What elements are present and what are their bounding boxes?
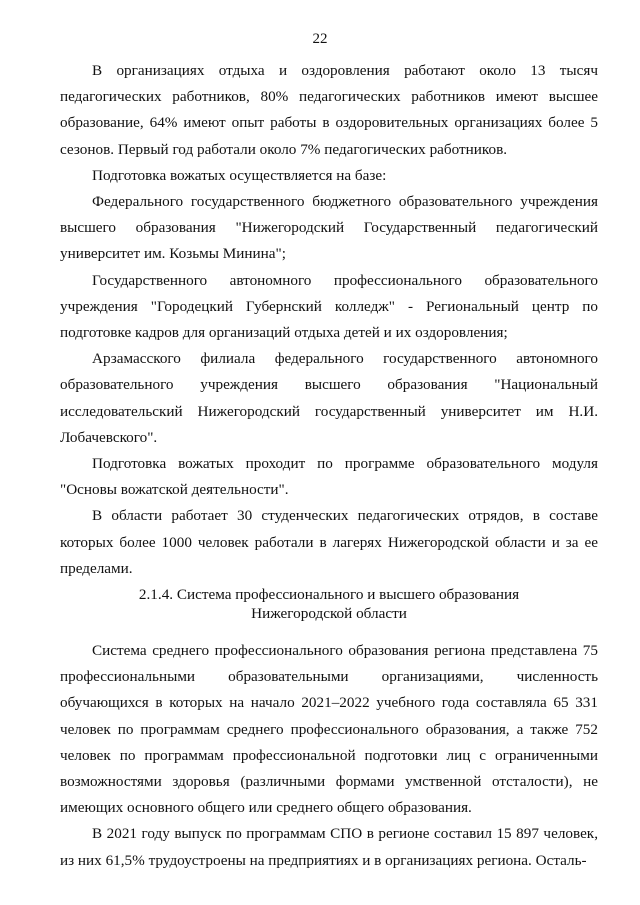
paragraph-gorodets-college: Государственного автономного профессионального образовательного учреждения "Городецкий Губернский колледж" - Региональный центр по подготовке кадров для организаций отдыха детей и их оздоровления;	[60, 271, 598, 342]
paragraph-minin-university: Федерального государственного бюджетного образовательного учреждения высшего образования "Нижегородский Государственный педагогический университет им. Козьмы Минина";	[60, 193, 598, 263]
section-heading-line-2: Нижегородской области	[251, 605, 407, 623]
page-number: 22	[312, 31, 328, 47]
section-heading-line-1: 2.1.4. Система профессионального и высшего образования	[138, 586, 520, 604]
paragraph-counselor-training-intro: Подготовка вожатых осуществляется на базе:	[92, 166, 387, 184]
paragraph-spo-system: Система среднего профессионального образования региона представлена 75 профессиональными образовательными организациями, численность обучающихся в которых на начало 2021–2022 учебного года составляла 65 331 человек по программам среднего профессионального образования, а также 752 человек по программам профессиональной подготовки лиц с ограниченными возможностями здоровья (различными формами умственной отсталости), не имеющих основного общего или среднего общего образования.	[60, 642, 598, 817]
paragraph-arzamas-branch: Арзамасского филиала федерального государственного автономного образовательного учреждения высшего образования "Национальный исследовательский Нижегородский государственный университет им Н.И. Лобачевского".	[60, 350, 598, 446]
paragraph-student-squads: В области работает 30 студенческих педагогических отрядов, в составе которых более 1000 человек работали в лагерях Нижегородской области и за ее пределами.	[60, 507, 598, 577]
document-body	[60, 58, 598, 874]
paragraph-training-module: Подготовка вожатых проходит по программе образовательного модуля "Основы вожатской деятельности".	[60, 455, 598, 499]
section-heading	[60, 582, 598, 638]
paragraph-teachers-stats: В организациях отдыха и оздоровления работают около 13 тысяч педагогических работников, 80% педагогических работников имеют высшее образование, 64% имеют опыт работы в оздоровительных организациях более 5 сезонов. Первый год работали около 7% педагогических работников.	[60, 62, 598, 158]
paragraph-spo-graduates: В 2021 году выпуск по программам СПО в регионе составил 15 897 человек, из них 61,5% трудоустроены на предприятиях и в организациях региона. Осталь-	[60, 825, 598, 869]
